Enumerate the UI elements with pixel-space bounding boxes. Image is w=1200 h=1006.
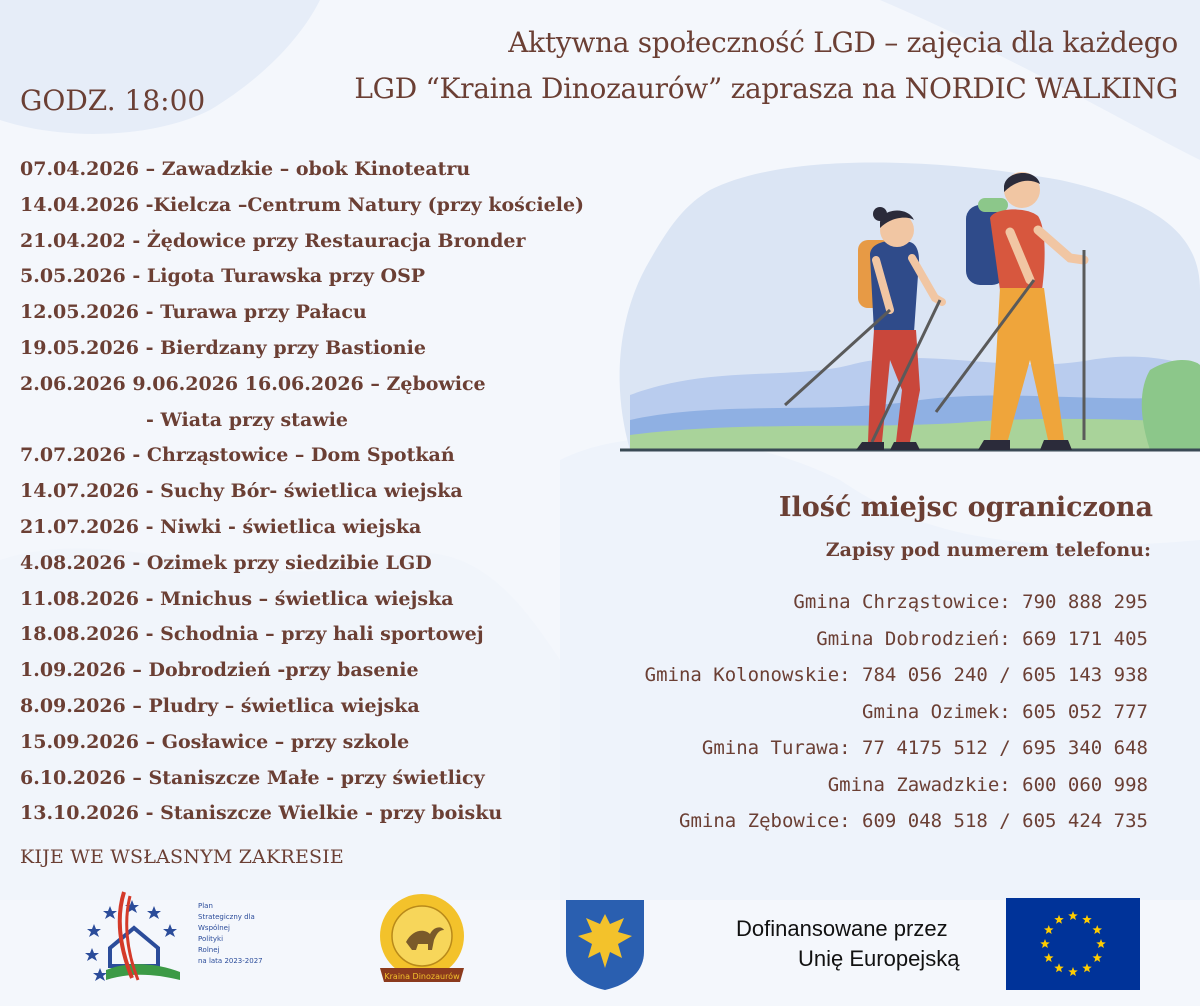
contact-list: [528, 584, 1148, 840]
plan-logo-line: Wspólnej: [198, 924, 230, 932]
event-subtitle: Aktywna społeczność LGD – zajęcia dla każdego: [508, 26, 1178, 59]
contact-item: Gmina Dobrodzień: 669 171 405: [816, 627, 1148, 650]
plan-logo-line: na lata 2023-2027: [198, 957, 263, 965]
eu-flag: [1006, 898, 1140, 990]
schedule-item: 14.04.2026 -Kielcza –Centrum Natury (przy kościele): [20, 193, 585, 216]
eu-funding-text: [736, 914, 996, 974]
contact-item: Gmina Zębowice: 609 048 518 / 605 424 735: [679, 810, 1148, 832]
schedule-item: 07.04.2026 – Zawadzkie – obok Kinoteatru: [20, 158, 471, 180]
schedule-item: 19.05.2026 - Bierdzany przy Bastionie: [20, 336, 426, 359]
walking-couple-illustration: [590, 150, 1200, 460]
event-header: [238, 26, 1178, 106]
schedule-item: 14.07.2026 - Suchy Bór- świetlica wiejska: [20, 480, 463, 503]
eu-funding-line1: Dofinansowane przez: [736, 916, 948, 941]
plan-logo-line: Rolnej: [198, 946, 220, 954]
opolskie-coat-of-arms: [562, 896, 648, 992]
schedule-item: 6.10.2026 – Staniszcze Małe - przy świetlicy: [20, 766, 485, 789]
schedule-item: 15.09.2026 – Gosławice – przy szkole: [20, 730, 410, 753]
schedule-item: 12.05.2026 - Turawa przy Pałacu: [20, 301, 367, 324]
schedule-item: 21.04.202 - Żędowice przy Restauracja Bronder: [20, 229, 526, 252]
contact-item: Gmina Kolonowskie: 784 056 240 / 605 143 938: [644, 664, 1148, 686]
plan-logo-line: Strategiczny dla: [198, 913, 255, 921]
plan-logo-line: Polityki: [198, 935, 224, 943]
footer-logos: [0, 884, 1200, 1006]
schedule-item-continued: - Wiata przy stawie: [146, 408, 348, 431]
contact-item: Gmina Chrząstowice: 790 888 295: [793, 591, 1148, 613]
schedule-item: 7.07.2026 - Chrząstowice – Dom Spotkań: [20, 444, 455, 467]
schedule-item: 11.08.2026 - Mnichus – świetlica wiejska: [20, 587, 454, 610]
schedule-item: 1.09.2026 – Dobrodzień -przy basenie: [20, 659, 419, 682]
schedule-item: 5.05.2026 - Ligota Turawska przy OSP: [20, 265, 426, 288]
lgd-logo-ribbon-text: Kraina Dinozaurów: [384, 972, 460, 981]
contact-item: Gmina Ozimek: 605 052 777: [862, 700, 1148, 723]
start-time: GODZ. 18:00: [20, 84, 206, 117]
schedule-item: 8.09.2026 – Pludry – świetlica wiejska: [20, 694, 420, 717]
schedule-item: 2.06.2026 9.06.2026 16.06.2026 – Zębowice: [20, 372, 486, 395]
contact-item: Gmina Zawadzkie: 600 060 998: [827, 773, 1148, 796]
schedule-item: 21.07.2026 - Niwki - świetlica wiejska: [20, 515, 422, 538]
schedule-item: 18.08.2026 - Schodnia – przy hali sportowej: [20, 623, 484, 646]
registration-label: Zapisy pod numerem telefonu:: [825, 539, 1151, 561]
equipment-note: KIJE WE WSŁASNYM ZAKRESIE: [20, 846, 345, 868]
eu-funding-line2: Unię Europejską: [798, 946, 960, 971]
lgd-kraina-dinozaurow-logo: [372, 890, 472, 994]
limited-places-notice: Ilość miejsc ograniczona: [778, 492, 1153, 523]
schedule-item: 13.10.2026 - Staniszcze Wielkie - przy boisku: [20, 802, 503, 825]
info-panel: [573, 492, 1153, 561]
plan-logo-line: Plan: [198, 902, 213, 910]
plan-strategiczny-logo: [80, 888, 290, 998]
contact-item: Gmina Turawa: 77 4175 512 / 695 340 648: [701, 737, 1148, 759]
schedule-item: 4.08.2026 - Ozimek przy siedzibie LGD: [20, 551, 432, 574]
event-title: LGD “Kraina Dinozaurów” zaprasza na NORDIC WALKING: [354, 72, 1178, 105]
